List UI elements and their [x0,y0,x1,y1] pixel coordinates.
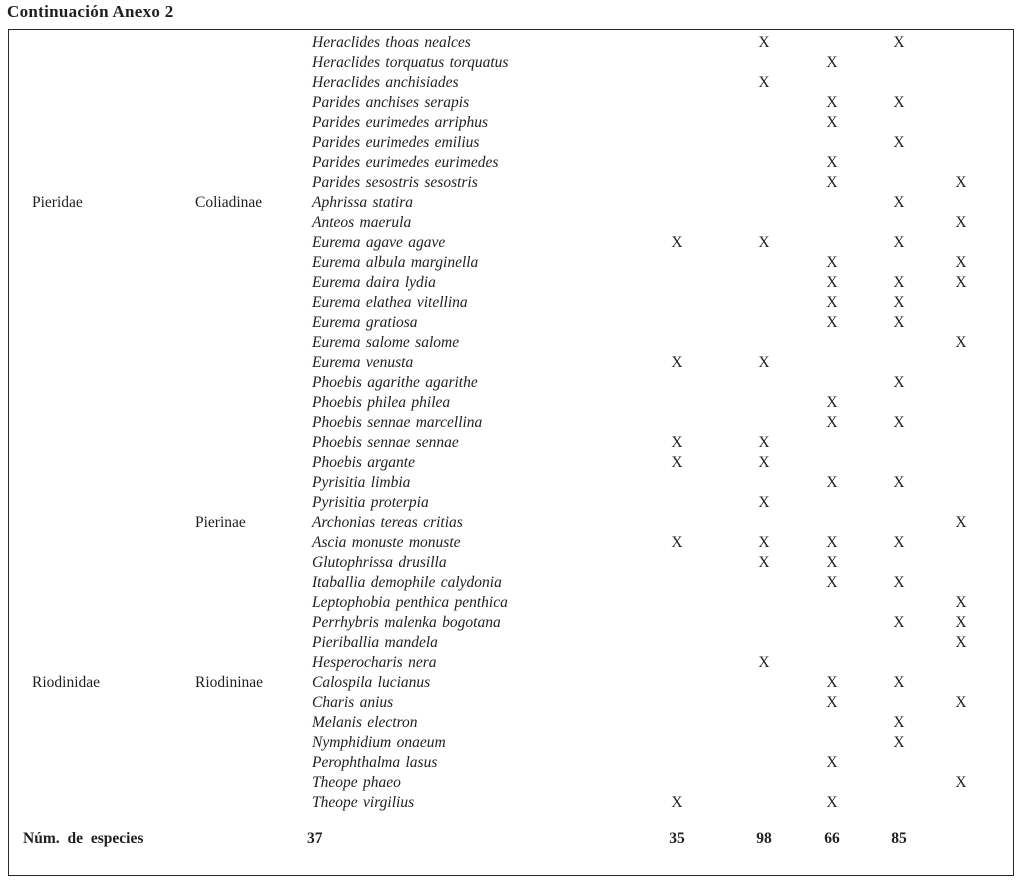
table-row [9,53,1013,73]
species-name: Phoebis agarithe agarithe [312,374,478,391]
table-row [9,373,1013,393]
totals-label: Núm. de especies [23,830,144,847]
table-row [9,253,1013,273]
table-row [9,113,1013,133]
presence-mark: X [893,194,905,211]
table-row [9,73,1013,93]
presence-mark: X [671,434,683,451]
presence-mark: X [893,34,905,51]
table-row [9,213,1013,233]
species-name: Leptophobia penthica penthica [312,594,508,611]
table-row [9,93,1013,113]
column-total-value: 85 [891,830,907,847]
table-row [9,513,1013,533]
species-name: Ascia monuste monuste [312,534,461,551]
family-name: Riodinidae [32,674,101,691]
presence-mark: X [758,534,770,551]
table-row [9,593,1013,613]
table-row [9,293,1013,313]
species-name: Phoebis sennae sennae [312,434,459,451]
species-name: Nymphidium onaeum [312,734,446,751]
species-name: Parides eurimedes eurimedes [312,154,499,171]
table-row [9,713,1013,733]
species-name: Phoebis argante [312,454,415,471]
species-name: Phoebis sennae marcellina [312,414,483,431]
presence-mark: X [893,534,905,551]
presence-mark: X [826,754,838,771]
table-row [9,753,1013,773]
presence-mark: X [893,134,905,151]
totals-row [9,829,1013,849]
table-row [9,433,1013,453]
table-row [9,793,1013,813]
table-row [9,233,1013,253]
presence-mark: X [671,454,683,471]
presence-mark: X [955,774,967,791]
table-row [9,733,1013,753]
table-row [9,673,1013,693]
species-name: Theope phaeo [312,774,401,791]
presence-mark: X [826,394,838,411]
table-row [9,493,1013,513]
presence-mark: X [826,154,838,171]
presence-mark: X [955,614,967,631]
table-row [9,653,1013,673]
presence-mark: X [893,614,905,631]
species-name: Hesperocharis nera [312,654,437,671]
table-row [9,313,1013,333]
table-row [9,353,1013,373]
species-name: Parides anchises serapis [312,94,470,111]
species-name: Phoebis philea philea [312,394,451,411]
presence-mark: X [758,74,770,91]
species-name: Archonias tereas critias [312,514,463,531]
species-name: Eurema gratiosa [312,314,418,331]
presence-mark: X [826,694,838,711]
species-name: Heraclides torquatus torquatus [312,54,509,71]
presence-mark: X [758,434,770,451]
presence-mark: X [955,174,967,191]
subfamily-name: Coliadinae [195,194,263,211]
species-name: Melanis electron [312,714,418,731]
presence-mark: X [826,254,838,271]
presence-mark: X [893,414,905,431]
presence-mark: X [826,674,838,691]
species-name: Parides sesostris sesostris [312,174,478,191]
column-total-value: 35 [669,830,685,847]
species-name: Eurema salome salome [312,334,460,351]
presence-mark: X [826,554,838,571]
species-name: Itaballia demophile calydonia [312,574,502,591]
species-name: Parides eurimedes arriphus [312,114,489,131]
presence-mark: X [955,594,967,611]
table-row [9,173,1013,193]
species-name: Perrhybris malenka bogotana [312,614,501,631]
presence-mark: X [955,254,967,271]
table-row [9,573,1013,593]
presence-mark: X [826,114,838,131]
presence-mark: X [671,534,683,551]
table-row [9,153,1013,173]
table-row [9,193,1013,213]
presence-mark: X [893,94,905,111]
presence-mark: X [758,234,770,251]
species-name: Calospila lucianus [312,674,431,691]
presence-mark: X [955,274,967,291]
presence-mark: X [893,314,905,331]
presence-mark: X [758,454,770,471]
presence-mark: X [826,314,838,331]
presence-mark: X [671,234,683,251]
species-name: Eurema daira lydia [312,274,436,291]
presence-mark: X [893,274,905,291]
presence-mark: X [893,294,905,311]
table-row [9,273,1013,293]
presence-mark: X [826,534,838,551]
presence-mark: X [955,214,967,231]
table-row [9,393,1013,413]
presence-mark: X [893,234,905,251]
presence-mark: X [758,354,770,371]
species-presence-table [8,29,1014,876]
presence-mark: X [955,694,967,711]
species-name: Heraclides thoas nealces [312,34,471,51]
presence-mark: X [826,54,838,71]
presence-mark: X [671,354,683,371]
species-name: Pieriballia mandela [312,634,438,651]
species-name: Aphrissa statira [312,194,413,211]
table-row [9,693,1013,713]
presence-mark: X [826,574,838,591]
presence-mark: X [893,374,905,391]
species-name: Pyrisitia limbia [312,474,411,491]
presence-mark: X [826,94,838,111]
presence-mark: X [893,574,905,591]
subfamily-name: Riodininae [195,674,264,691]
species-total-value: 37 [307,830,323,847]
table-row [9,473,1013,493]
presence-mark: X [826,274,838,291]
presence-mark: X [758,494,770,511]
presence-mark: X [826,794,838,811]
species-name: Parides eurimedes emilius [312,134,480,151]
table-row [9,613,1013,633]
presence-mark: X [758,654,770,671]
column-total-value: 98 [756,830,772,847]
presence-mark: X [826,474,838,491]
table-row [9,33,1013,53]
presence-mark: X [955,334,967,351]
species-name: Eurema venusta [312,354,414,371]
column-total-value: 66 [824,830,840,847]
subfamily-name: Pierinae [195,514,246,531]
table-row [9,413,1013,433]
table-row [9,533,1013,553]
species-name: Eurema elathea vitellina [312,294,468,311]
presence-mark: X [826,294,838,311]
table-row [9,773,1013,793]
presence-mark: X [758,34,770,51]
presence-mark: X [826,414,838,431]
species-name: Eurema agave agave [312,234,446,251]
presence-mark: X [955,514,967,531]
species-name: Theope virgilius [312,794,415,811]
species-name: Heraclides anchisiades [312,74,459,91]
presence-mark: X [893,674,905,691]
presence-mark: X [758,554,770,571]
table-row [9,633,1013,653]
family-name: Pieridae [32,194,83,211]
presence-mark: X [671,794,683,811]
table-row [9,453,1013,473]
species-name: Pyrisitia proterpia [312,494,429,511]
presence-mark: X [826,174,838,191]
presence-mark: X [893,474,905,491]
table-row [9,133,1013,153]
presence-mark: X [955,634,967,651]
species-name: Charis anius [312,694,394,711]
table-row [9,553,1013,573]
table-row [9,333,1013,353]
presence-mark: X [893,714,905,731]
presence-mark: X [893,734,905,751]
species-name: Eurema albula marginella [312,254,479,271]
page-title: Continuación Anexo 2 [7,2,174,21]
species-name: Perophthalma lasus [312,754,438,771]
species-name: Glutophrissa drusilla [312,554,447,571]
species-name: Anteos maerula [312,214,412,231]
